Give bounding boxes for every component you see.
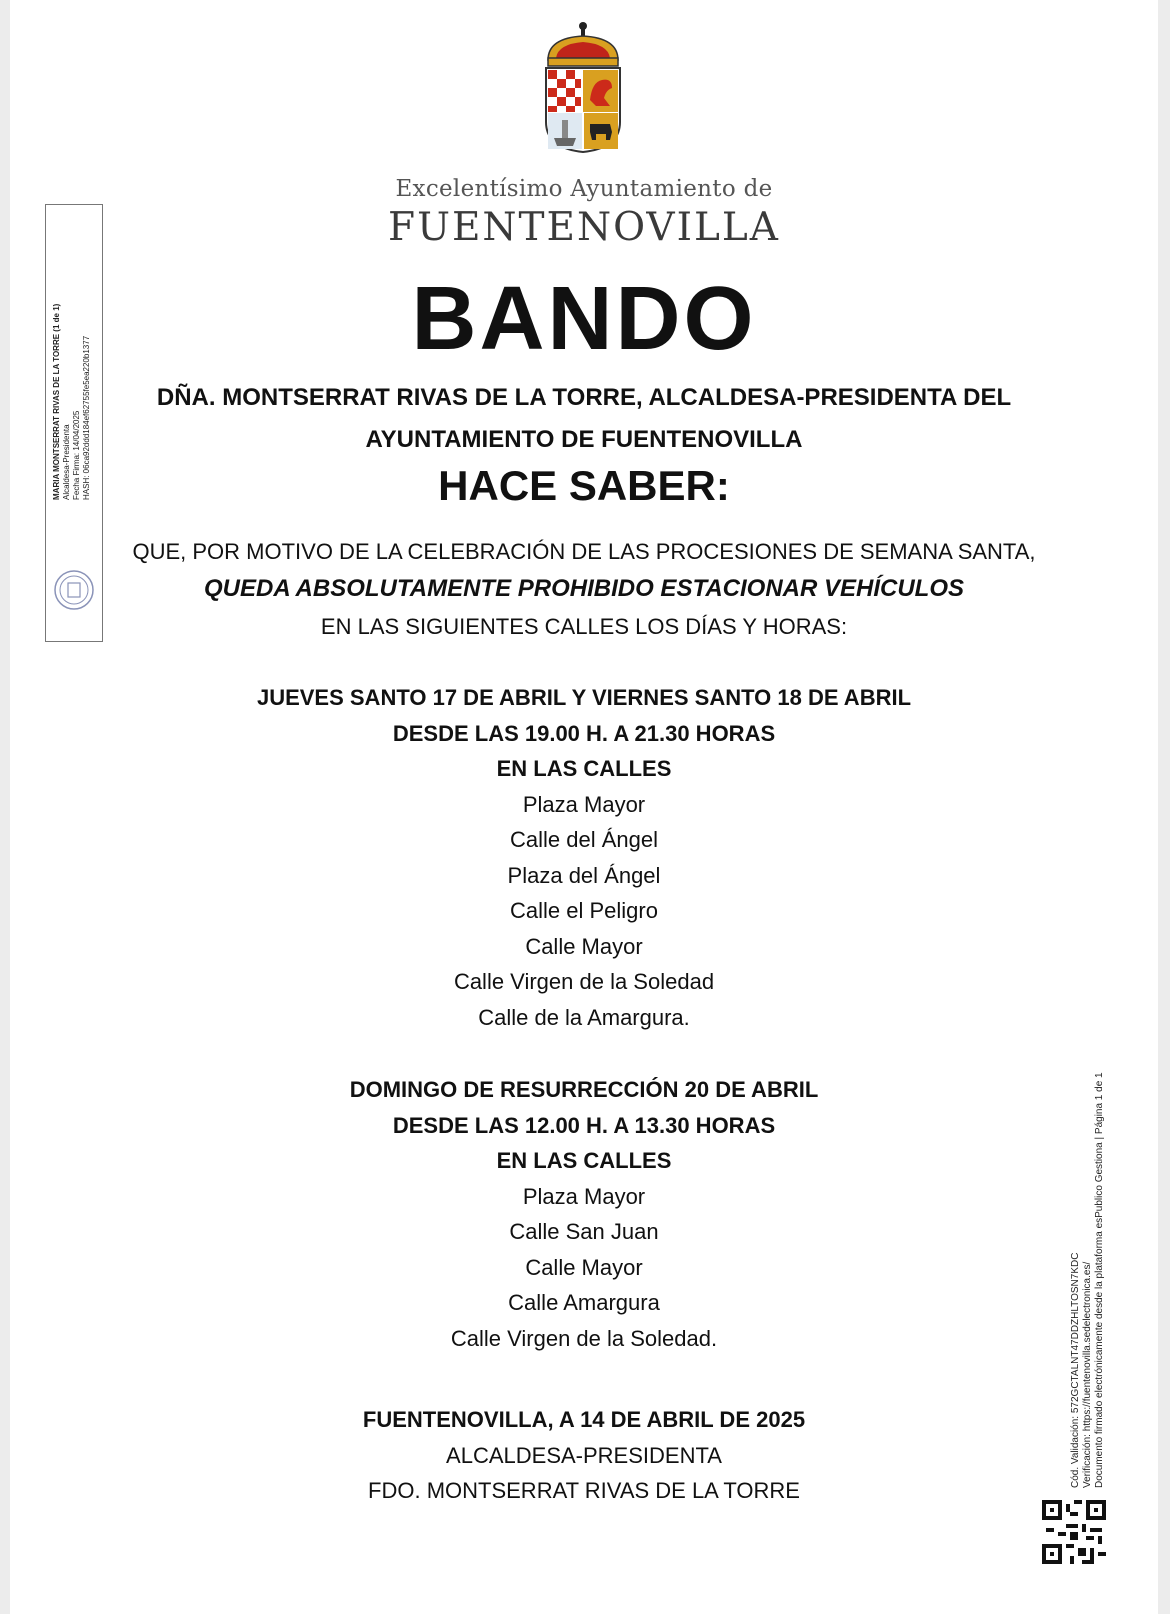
street-item: Calle Mayor <box>525 1254 643 1280</box>
schedule-hours: DESDE LAS 19.00 H. A 21.30 HORAS <box>392 720 776 746</box>
place-date: FUENTENOVILLA, A 14 DE ABRIL DE 2025 <box>362 1407 806 1432</box>
validation-code: Cód. Validación: 572GCTALNT47DDZHLTOSN7KDC <box>1070 1252 1081 1488</box>
schedule-section-2 <box>10 1072 1158 1356</box>
digital-signature-stamp <box>45 204 103 642</box>
seal-icon <box>53 569 95 611</box>
ayuntamiento-line: Excelentísimo Ayuntamiento de <box>395 176 773 202</box>
street-item: Plaza del Ángel <box>507 862 661 888</box>
schedule-days: DOMINGO DE RESURRECCIÓN 20 DE ABRIL <box>349 1077 819 1102</box>
street-item: Calle Mayor <box>525 933 643 959</box>
signature-block <box>10 1402 1158 1509</box>
street-item: Calle del Ángel <box>510 827 658 852</box>
authority-line-2: AYUNTAMIENTO DE FUENTENOVILLA <box>365 426 803 453</box>
schedule-days: JUEVES SANTO 17 DE ABRIL Y VIERNES SANTO 18 DE ABRIL <box>256 685 912 710</box>
signature-name: MARIA MONTSERRAT RIVAS DE LA TORRE (1 de 1) <box>52 303 61 500</box>
announce-heading: HACE SABER: <box>438 462 730 509</box>
validation-text <box>1070 968 1106 1488</box>
schedule-hours: DESDE LAS 12.00 H. A 13.30 HORAS <box>392 1112 776 1138</box>
street-item: Calle de la Amargura. <box>478 1004 690 1030</box>
intro-line-1: QUE, POR MOTIVO DE LA CELEBRACIÓN DE LAS PROCESIONES DE SEMANA SANTA, <box>132 539 1036 564</box>
signature-role: Alcaldesa-Presidenta <box>62 424 71 500</box>
street-item: Calle San Juan <box>509 1219 659 1244</box>
street-item: Plaza Mayor <box>522 791 646 817</box>
streets-heading: EN LAS CALLES <box>496 1148 672 1173</box>
street-item: Calle Virgen de la Soledad. <box>450 1325 718 1351</box>
intro-prohibition: QUEDA ABSOLUTAMENTE PROHIBIDO ESTACIONAR VEHÍCULOS <box>203 575 965 602</box>
page-title: BANDO <box>411 269 757 369</box>
signer-name: FDO. MONTSERRAT RIVAS DE LA TORRE <box>368 1478 800 1503</box>
signature-hash: HASH: 06ca92ddd184ef62755fe5ea220b1377 <box>82 335 91 500</box>
intro-line-3: EN LAS SIGUIENTES CALLES LOS DÍAS Y HORAS: <box>320 614 848 639</box>
signer-role: ALCALDESA-PRESIDENTA <box>446 1442 722 1468</box>
town-name: FUENTENOVILLA <box>388 205 780 250</box>
validation-url: Verificación: https://fuentenovilla.sedelectronica.es/ <box>1082 1261 1093 1488</box>
street-item: Calle Virgen de la Soledad <box>453 969 715 994</box>
signature-text <box>52 260 92 500</box>
signature-date: Fecha Firma: 14/04/2025 <box>72 410 81 500</box>
coat-of-arms-icon <box>540 20 626 160</box>
qr-code-icon <box>1042 1500 1106 1564</box>
schedule-section-1 <box>10 680 1158 1035</box>
street-item: Plaza Mayor <box>522 1183 646 1209</box>
streets-heading: EN LAS CALLES <box>496 756 672 781</box>
document-page <box>10 0 1158 1614</box>
street-item: Calle el Peligro <box>510 898 658 923</box>
street-item: Calle Amargura <box>508 1290 660 1315</box>
authority-line-1: DÑA. MONTSERRAT RIVAS DE LA TORRE, ALCALDESA-PRESIDENTA DEL <box>156 384 1012 411</box>
validation-doc: Documento firmado electrónicamente desde la plataforma esPublico Gestiona | Página 1 de 1 <box>1094 1072 1105 1488</box>
